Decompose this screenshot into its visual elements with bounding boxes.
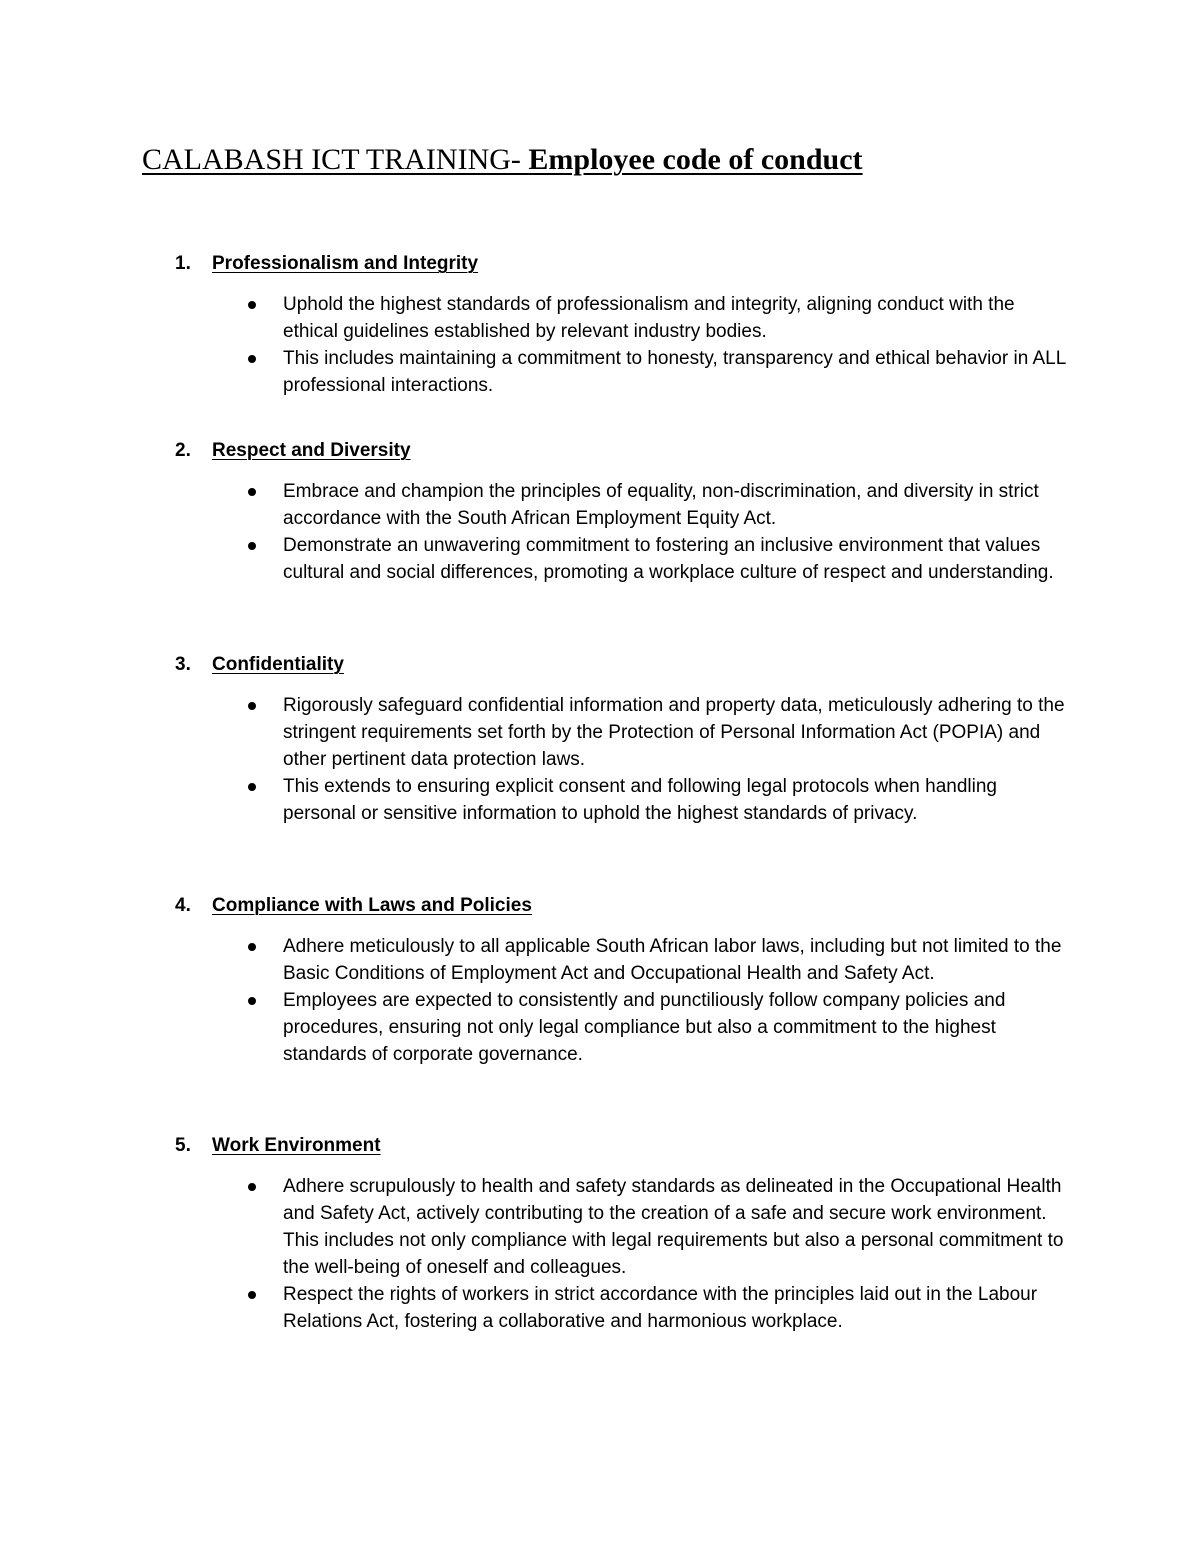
bullet-icon: [248, 488, 256, 496]
section-heading: [175, 250, 478, 277]
bullet-list: [0, 1173, 1200, 1335]
bullet-text: Rigorously safeguard confidential information and property data, meticulously adhering to the stringent requirements set forth by the Protection of Personal Information Act (POPIA) and other pertinent data protection laws.: [283, 695, 1065, 770]
bullet-item: [0, 773, 1073, 827]
section-number: 3.: [175, 654, 191, 675]
section-number: 4.: [175, 895, 191, 916]
bullet-item: [0, 987, 1073, 1068]
document-title-prefix: CALABASH ICT TRAINING-: [142, 143, 529, 176]
bullet-icon: [248, 783, 256, 791]
bullet-list: [0, 478, 1200, 586]
bullet-text: Demonstrate an unwavering commitment to fostering an inclusive environment that values cultural and social differences, promoting a workplace culture of respect and understanding.: [283, 535, 1054, 583]
bullet-icon: [248, 1291, 256, 1299]
bullet-item: [0, 291, 1073, 345]
document-title-rest: Employee code of conduct: [528, 143, 863, 176]
bullet-item: [0, 692, 1073, 773]
bullet-text: This extends to ensuring explicit consent and following legal protocols when handling personal or sensitive information to uphold the highest standards of privacy.: [283, 776, 997, 824]
section-heading: [175, 651, 344, 678]
bullet-item: [0, 933, 1073, 987]
bullet-icon: [248, 943, 256, 951]
bullet-icon: [248, 542, 256, 550]
bullet-item: [0, 345, 1073, 399]
section-number: 1.: [175, 253, 191, 274]
bullet-text: Employees are expected to consistently and punctiliously follow company policies and procedures, ensuring not only legal compliance but also a commitment to the highest standards of corporate governance.: [283, 990, 1006, 1065]
section-heading-label: Compliance with Laws and Policies: [212, 895, 532, 916]
section-heading-label: Confidentiality: [212, 654, 344, 675]
bullet-item: [0, 532, 1073, 586]
document-title: [142, 140, 863, 180]
bullet-text: Embrace and champion the principles of equality, non-discrimination, and diversity in strict accordance with the South African Employment Equity Act.: [283, 481, 1039, 529]
bullet-list: [0, 291, 1200, 399]
section-heading-label: Work Environment: [212, 1135, 381, 1156]
section-heading-label: Respect and Diversity: [212, 440, 411, 461]
bullet-text: Adhere meticulously to all applicable South African labor laws, including but not limited to the Basic Conditions of Employment Act and Occupational Health and Safety Act.: [283, 936, 1062, 984]
bullet-text: This includes maintaining a commitment to honesty, transparency and ethical behavior in ALL professional interactions.: [283, 348, 1066, 396]
bullet-icon: [248, 301, 256, 309]
bullet-icon: [248, 355, 256, 363]
bullet-item: [0, 1281, 1073, 1335]
bullet-item: [0, 478, 1073, 532]
bullet-text: Adhere scrupulously to health and safety standards as delineated in the Occupational Health and Safety Act, actively contributing to the creation of a safe and secure work environment. This includes not only compliance with legal requirements but also a personal commitment to the well-being of oneself and colleagues.: [283, 1176, 1064, 1278]
bullet-icon: [248, 702, 256, 710]
bullet-list: [0, 692, 1200, 827]
section-heading: [175, 1132, 381, 1159]
bullet-item: [0, 1173, 1073, 1281]
bullet-text: Uphold the highest standards of professionalism and integrity, aligning conduct with the ethical guidelines established by relevant industry bodies.: [283, 294, 1015, 342]
bullet-list: [0, 933, 1200, 1068]
bullet-icon: [248, 997, 256, 1005]
section-heading-label: Professionalism and Integrity: [212, 253, 479, 274]
section-number: 2.: [175, 440, 191, 461]
section-heading: [175, 437, 411, 464]
section-heading: [175, 892, 532, 919]
bullet-icon: [248, 1183, 256, 1191]
bullet-text: Respect the rights of workers in strict accordance with the principles laid out in the Labour Relations Act, fostering a collaborative and harmonious workplace.: [283, 1284, 1038, 1332]
section-number: 5.: [175, 1135, 191, 1156]
